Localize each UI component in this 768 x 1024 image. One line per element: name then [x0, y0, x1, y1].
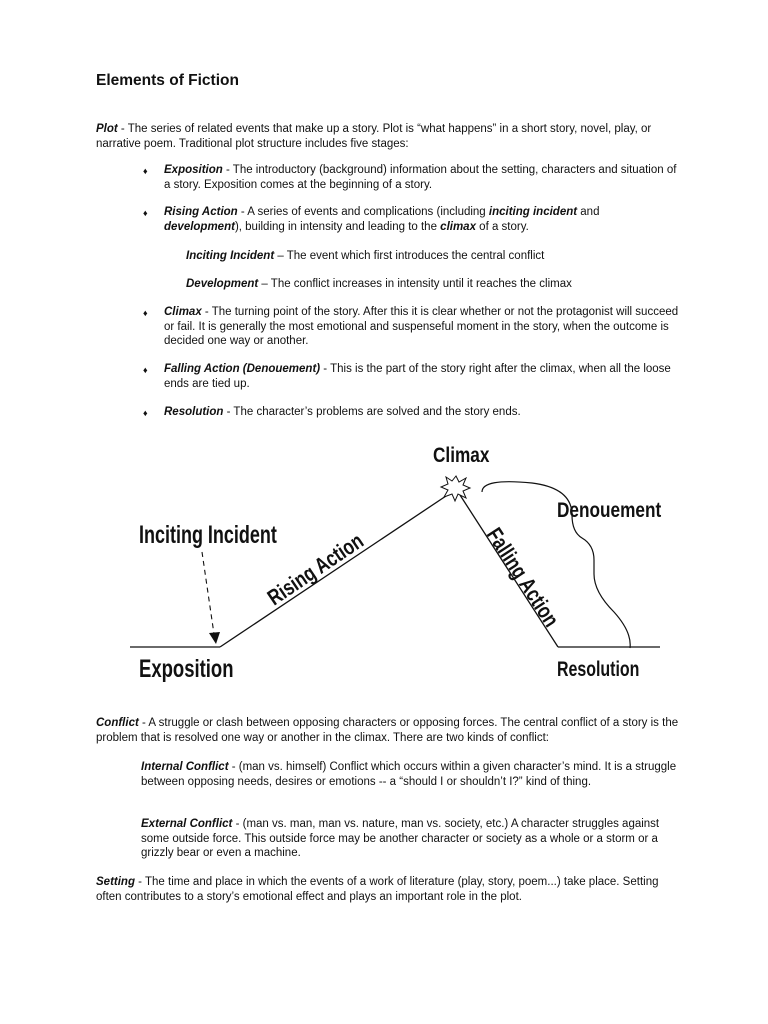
external-conflict-text: - (man vs. man, man vs. nature, man vs. society, etc.) A character struggles against some outside force. This outside force may be another character or society as a whole or a storm or a grizzly bear or even a machine. — [141, 818, 660, 859]
climax-text: - The turning point of the story. After this it is clear whether or not the protagonist will succeed or fail. It is generally the most emotional and suspenseful moment in the story, when the outcome is decided one way or another. — [164, 306, 679, 347]
bullet-icon: ♦ — [143, 308, 148, 318]
internal-conflict-term: Internal Conflict — [141, 761, 229, 773]
climax-item — [164, 305, 688, 349]
setting-term: Setting — [96, 876, 135, 888]
rising-action-item — [164, 205, 664, 234]
inciting-incident-ref: inciting incident — [488, 206, 578, 218]
rising-action-text-4: of a story. — [475, 220, 529, 233]
bullet-icon: ♦ — [143, 166, 148, 176]
falling-action-text: - This is the part of the story right after the climax, when all the loose ends are tied up. — [164, 363, 671, 390]
plot-term: Plot — [96, 123, 118, 135]
rising-action-term: Rising Action — [164, 206, 238, 218]
page-title: Elements of Fiction — [96, 72, 239, 89]
diagram-resolution-label: Resolution — [557, 656, 640, 681]
climax-term: Climax — [164, 306, 202, 318]
inciting-incident-text: – The event which first introduces the central conflict — [274, 250, 545, 262]
diagram-climax-label: Climax — [433, 444, 490, 468]
plot-diagram — [0, 430, 768, 700]
bullet-icon: ♦ — [143, 408, 148, 418]
climax-ref: climax — [440, 220, 476, 233]
diagram-inciting-incident-label: Inciting Incident — [139, 520, 277, 549]
exposition-text: - The introductory (background) information about the setting, characters and situation of a story. Exposition comes at the beginning of a story. — [164, 164, 677, 191]
setting-paragraph — [96, 875, 686, 904]
internal-conflict-paragraph — [141, 760, 681, 789]
diagram-denouement-label: Denouement — [557, 499, 662, 523]
internal-conflict-text: - (man vs. himself) Conflict which occurs within a given character’s mind. It is a struggle between opposing needs, desires or emotions -- a “should I or shouldn’t I?” kind of thing. — [141, 761, 677, 788]
development-text: – The conflict increases in intensity until it reaches the climax — [258, 278, 572, 290]
conflict-term: Conflict — [96, 717, 139, 729]
bullet-icon: ♦ — [143, 365, 148, 375]
external-conflict-paragraph — [141, 817, 677, 861]
rising-action-text-3: ), building in intensity and leading to the — [234, 220, 441, 233]
diagram-rising-action-label: Rising Action — [263, 528, 369, 611]
falling-action-term: Falling Action (Denouement) — [164, 363, 321, 375]
inciting-incident-arrow — [202, 552, 214, 634]
diagram-falling-action-label: Falling Action — [481, 523, 564, 632]
development-term: Development — [186, 278, 259, 290]
climax-burst-icon — [441, 476, 470, 501]
inciting-incident-term: Inciting Incident — [186, 250, 275, 262]
arrow-head-icon — [209, 632, 220, 644]
resolution-term: Resolution — [164, 406, 224, 418]
rising-action-text-1: - A series of events and complications (including — [237, 206, 489, 218]
development-item — [186, 277, 686, 292]
resolution-text: - The character’s problems are solved and the story ends. — [223, 406, 521, 418]
plot-paragraph — [96, 122, 686, 151]
setting-text: - The time and place in which the events of a work of literature (play, story, poem...) take place. Setting often contributes to a story’s emotional effect and plays an important role in the plot. — [96, 876, 659, 903]
plot-text: - The series of related events that make up a story. Plot is “what happens” in a short story, novel, play, or narrative poem. Traditional plot structure includes five stages: — [96, 123, 652, 150]
development-ref: development — [164, 220, 235, 233]
resolution-item — [164, 405, 676, 420]
conflict-text: - A struggle or clash between opposing characters or opposing forces. The central conflict of a story is the problem that is resolved one way or another in the climax. There are two kinds of conflict: — [96, 717, 679, 744]
rising-action-text-2: and — [577, 206, 600, 218]
bullet-icon: ♦ — [143, 208, 148, 218]
conflict-paragraph — [96, 716, 682, 745]
diagram-exposition-label: Exposition — [139, 654, 234, 683]
exposition-term: Exposition — [164, 164, 223, 176]
external-conflict-term: External Conflict — [141, 818, 233, 830]
exposition-item — [164, 163, 686, 192]
falling-action-item — [164, 362, 676, 391]
inciting-incident-item — [186, 249, 686, 264]
